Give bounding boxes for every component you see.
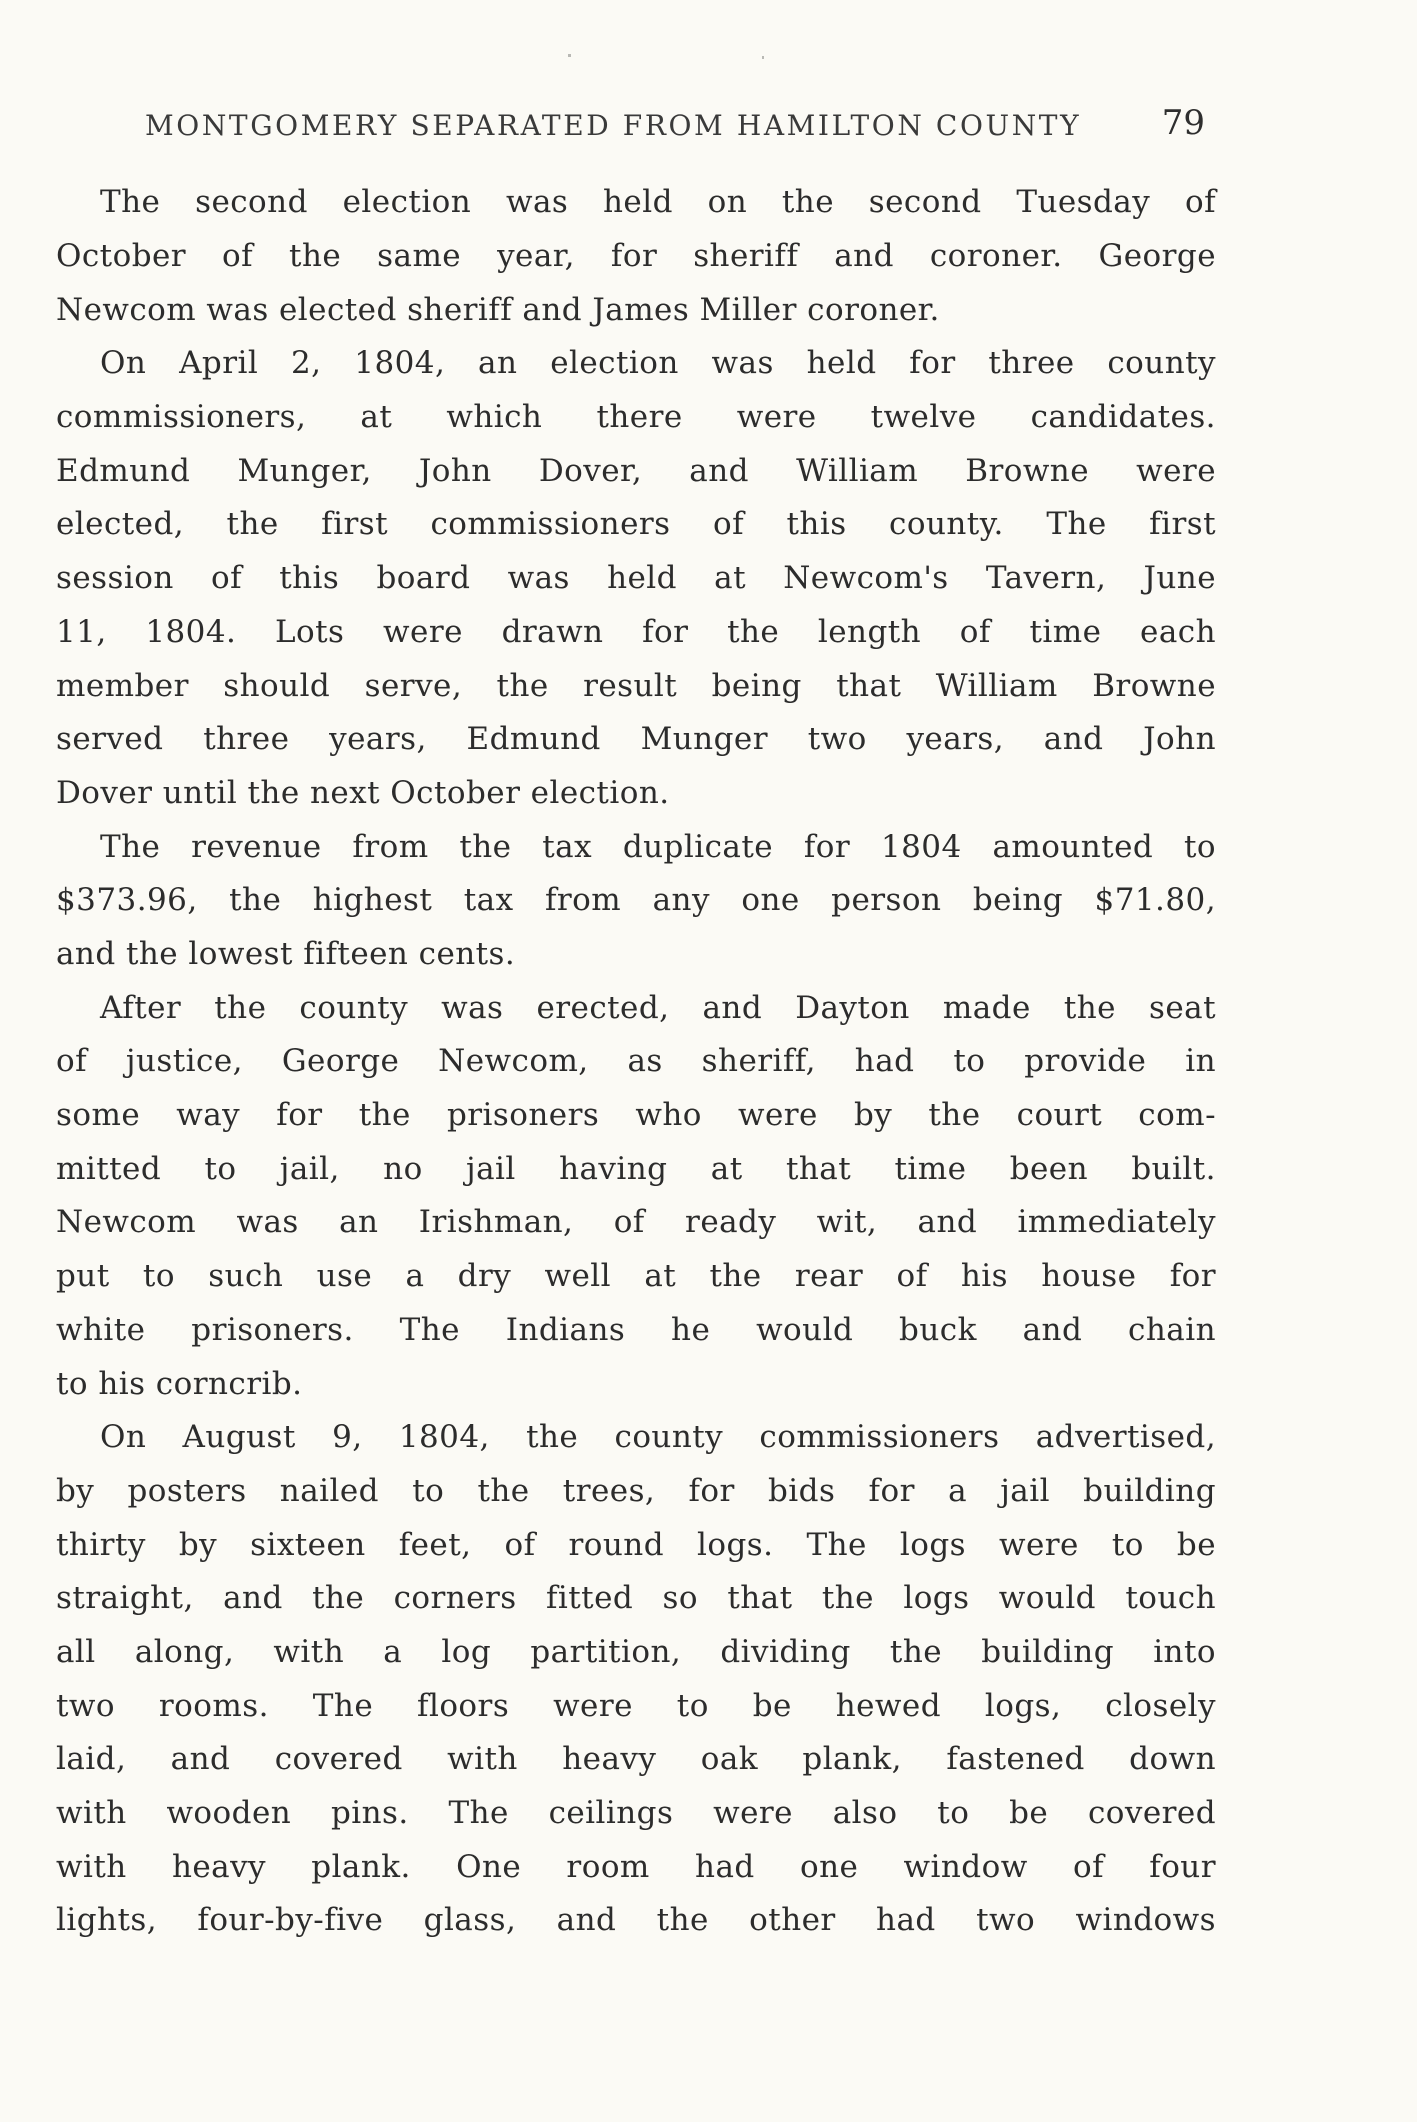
running-title: MONTGOMERY SEPARATED FROM HAMILTON COUNTY [145, 109, 1082, 142]
text-line: of justice, George Newcom, as sheriff, had to provide in [56, 1043, 1216, 1079]
text-line: straight, and the corners fitted so that the logs would touch [56, 1580, 1216, 1616]
text-line: session of this board was held at Newcom's Tavern, June [56, 560, 1216, 596]
text-line: On April 2, 1804, an election was held for three county [100, 345, 1216, 381]
text-line: thirty by sixteen feet, of round logs. The logs were to be [56, 1527, 1216, 1563]
text-line: The revenue from the tax duplicate for 1804 amounted to [100, 829, 1216, 865]
text-line: to his corncrib. [56, 1366, 303, 1402]
text-line: white prisoners. The Indians he would buck and chain [56, 1312, 1216, 1348]
text-line: After the county was erected, and Dayton made the seat [100, 990, 1216, 1026]
text-line: October of the same year, for sheriff and coroner. George [56, 238, 1216, 274]
page-number: 79 [1161, 103, 1205, 143]
text-line: Newcom was elected sheriff and James Miller coroner. [56, 292, 940, 328]
text-line: with wooden pins. The ceilings were also to be covered [56, 1795, 1216, 1831]
text-line: Newcom was an Irishman, of ready wit, and immediately [56, 1204, 1216, 1240]
text-line: mitted to jail, no jail having at that time been built. [56, 1151, 1216, 1187]
text-line: lights, four-by-five glass, and the other had two windows [56, 1902, 1216, 1938]
running-head [145, 105, 1205, 153]
text-line: 11, 1804. Lots were drawn for the length of time each [56, 614, 1216, 650]
text-line: The second election was held on the second Tuesday of [100, 184, 1216, 220]
text-line: some way for the prisoners who were by the court com- [56, 1097, 1216, 1133]
text-line: and the lowest fifteen cents. [56, 936, 516, 972]
print-speck [762, 56, 764, 59]
text-line: laid, and covered with heavy oak plank, fastened down [56, 1741, 1216, 1777]
text-line: all along, with a log partition, dividing the building into [56, 1634, 1216, 1670]
text-line: two rooms. The floors were to be hewed logs, closely [56, 1688, 1216, 1724]
text-line: put to such use a dry well at the rear of his house for [56, 1258, 1216, 1294]
text-line: with heavy plank. One room had one window of four [56, 1849, 1216, 1885]
text-line: Edmund Munger, John Dover, and William Browne were [56, 453, 1216, 489]
text-line: elected, the first commissioners of this county. The first [56, 506, 1216, 542]
print-speck [568, 54, 571, 57]
text-line: $373.96, the highest tax from any one person being $71.80, [56, 882, 1216, 918]
text-line: commissioners, at which there were twelve candidates. [56, 399, 1216, 435]
text-line: served three years, Edmund Munger two years, and John [56, 721, 1216, 757]
text-line: by posters nailed to the trees, for bids for a jail building [56, 1473, 1216, 1509]
text-line: Dover until the next October election. [56, 775, 670, 811]
text-line: On August 9, 1804, the county commissioners advertised, [100, 1419, 1216, 1455]
text-line: member should serve, the result being that William Browne [56, 668, 1216, 704]
